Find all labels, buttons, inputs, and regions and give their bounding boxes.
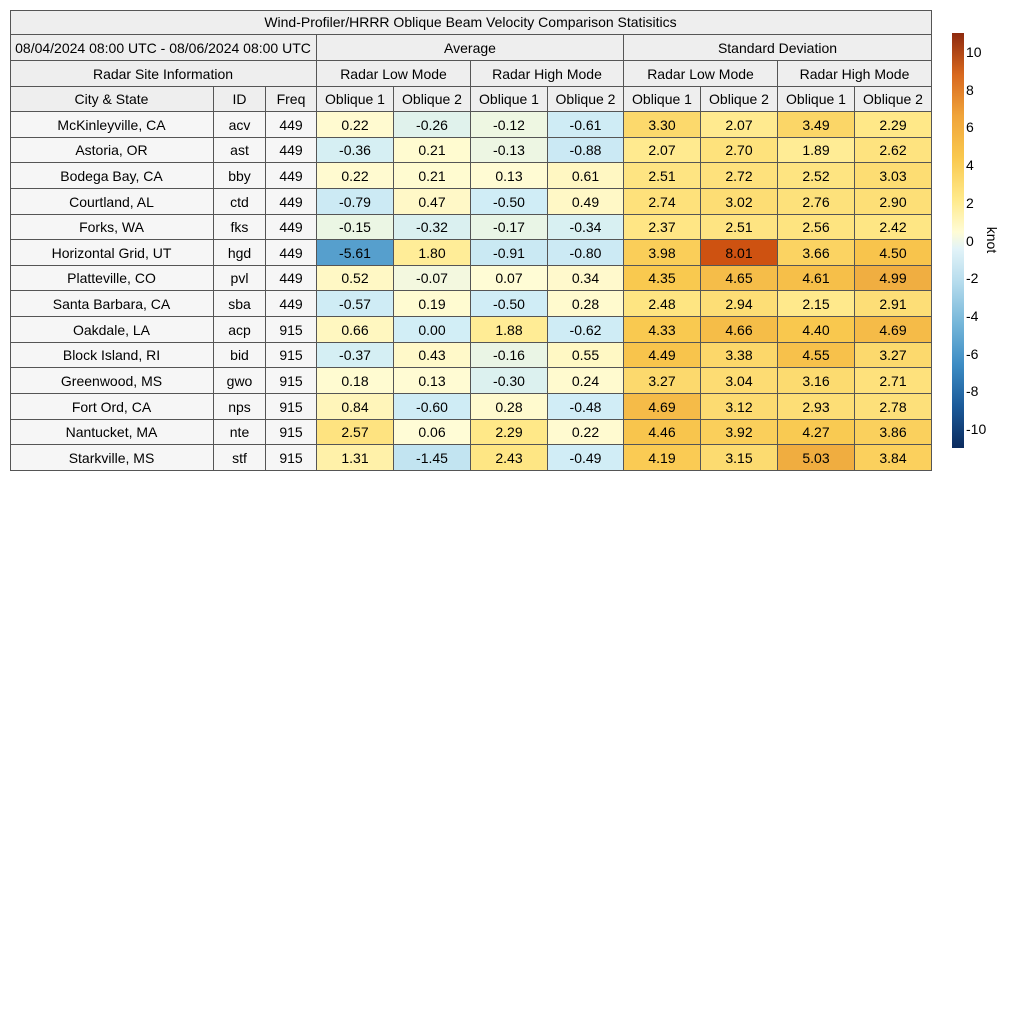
data-cell: 2.07 [624,138,701,163]
mode-header: Radar Low Mode [624,61,778,87]
data-cell: 2.93 [778,394,855,420]
data-cell: 3.12 [701,394,778,420]
colorbar-label: knot [984,226,1000,254]
data-cell: 3.84 [855,445,932,471]
data-cell: -0.88 [548,138,624,163]
date-range: 08/04/2024 08:00 UTC - 08/06/2024 08:00 UTC [10,35,317,61]
data-cell: 2.37 [624,215,701,240]
site-info-header: Radar Site Information [10,61,317,87]
row-id: hgd [214,240,266,266]
data-cell: 0.24 [548,368,624,394]
data-cell: 3.49 [778,112,855,138]
data-cell: 0.21 [394,138,471,163]
data-cell: -0.32 [394,215,471,240]
data-cell: 0.22 [317,112,394,138]
data-cell: 2.56 [778,215,855,240]
colorbar [952,33,964,448]
data-cell: 4.40 [778,317,855,343]
group-header-stddev: Standard Deviation [624,35,932,61]
data-cell: -0.07 [394,266,471,291]
data-cell: 0.22 [317,163,394,189]
row-city: Platteville, CO [10,266,214,291]
data-cell: -0.50 [471,291,548,317]
data-cell: 2.51 [701,215,778,240]
row-city: Nantucket, MA [10,420,214,445]
data-cell: 8.01 [701,240,778,266]
data-cell: 2.07 [701,112,778,138]
colorbar-tick-label: 6 [966,119,974,136]
column-header: ID [214,87,266,112]
row-city: Greenwood, MS [10,368,214,394]
row-id: bby [214,163,266,189]
row-id: acv [214,112,266,138]
column-header: Freq [266,87,317,112]
row-freq: 915 [266,317,317,343]
row-city: Bodega Bay, CA [10,163,214,189]
data-cell: 0.84 [317,394,394,420]
row-id: ast [214,138,266,163]
data-cell: -0.62 [548,317,624,343]
data-cell: -0.60 [394,394,471,420]
data-cell: 2.70 [701,138,778,163]
column-header: Oblique 1 [624,87,701,112]
row-freq: 915 [266,420,317,445]
data-cell: 4.55 [778,343,855,368]
column-header: Oblique 2 [548,87,624,112]
data-cell: 2.91 [855,291,932,317]
data-cell: 0.22 [548,420,624,445]
data-cell: -0.34 [548,215,624,240]
row-city: Santa Barbara, CA [10,291,214,317]
data-cell: 0.52 [317,266,394,291]
column-header: Oblique 2 [855,87,932,112]
data-cell: 0.13 [471,163,548,189]
data-cell: 0.21 [394,163,471,189]
data-cell: -0.26 [394,112,471,138]
data-cell: -0.37 [317,343,394,368]
data-cell: 2.29 [855,112,932,138]
colorbar-tick-label: 8 [966,81,974,98]
row-freq: 449 [266,163,317,189]
data-cell: 0.18 [317,368,394,394]
data-cell: 4.19 [624,445,701,471]
mode-header: Radar High Mode [778,61,932,87]
data-cell: 4.50 [855,240,932,266]
data-cell: -0.49 [548,445,624,471]
data-cell: -0.15 [317,215,394,240]
row-id: stf [214,445,266,471]
data-cell: 3.15 [701,445,778,471]
data-cell: 2.43 [471,445,548,471]
data-cell: 0.49 [548,189,624,215]
data-cell: 4.33 [624,317,701,343]
data-cell: 2.71 [855,368,932,394]
data-cell: 2.74 [624,189,701,215]
data-cell: 3.98 [624,240,701,266]
data-cell: 1.80 [394,240,471,266]
table-title: Wind-Profiler/HRRR Oblique Beam Velocity Comparison Statisitics [10,10,932,35]
row-freq: 449 [266,215,317,240]
colorbar-tick-label: -2 [966,270,979,287]
data-cell: -0.57 [317,291,394,317]
data-cell: -0.80 [548,240,624,266]
data-cell: 2.48 [624,291,701,317]
data-cell: 3.27 [855,343,932,368]
data-cell: 4.65 [701,266,778,291]
data-cell: 2.42 [855,215,932,240]
data-cell: 0.43 [394,343,471,368]
data-cell: 4.69 [624,394,701,420]
data-cell: 2.51 [624,163,701,189]
row-city: Block Island, RI [10,343,214,368]
row-id: gwo [214,368,266,394]
data-cell: 0.28 [471,394,548,420]
row-freq: 449 [266,138,317,163]
data-cell: 4.49 [624,343,701,368]
column-header: Oblique 1 [317,87,394,112]
data-cell: 3.02 [701,189,778,215]
data-cell: -0.36 [317,138,394,163]
data-cell: 4.69 [855,317,932,343]
row-freq: 449 [266,240,317,266]
data-cell: 4.27 [778,420,855,445]
data-cell: -1.45 [394,445,471,471]
data-cell: 0.28 [548,291,624,317]
column-header: Oblique 1 [471,87,548,112]
row-id: acp [214,317,266,343]
data-cell: 0.06 [394,420,471,445]
data-cell: 2.76 [778,189,855,215]
colorbar-tick-label: 2 [966,194,974,211]
row-city: Courtland, AL [10,189,214,215]
data-cell: -0.13 [471,138,548,163]
row-id: nps [214,394,266,420]
data-cell: 3.38 [701,343,778,368]
row-freq: 915 [266,394,317,420]
row-id: bid [214,343,266,368]
column-header: Oblique 2 [394,87,471,112]
data-cell: 4.46 [624,420,701,445]
data-cell: 2.94 [701,291,778,317]
row-city: Horizontal Grid, UT [10,240,214,266]
row-freq: 915 [266,368,317,394]
data-cell: 2.72 [701,163,778,189]
column-header: Oblique 2 [701,87,778,112]
data-cell: 2.90 [855,189,932,215]
colorbar-tick-label: -8 [966,383,979,400]
data-cell: -0.30 [471,368,548,394]
data-cell: 3.86 [855,420,932,445]
data-cell: 4.35 [624,266,701,291]
row-freq: 449 [266,266,317,291]
data-cell: 2.78 [855,394,932,420]
row-city: Astoria, OR [10,138,214,163]
data-cell: -0.61 [548,112,624,138]
colorbar-tick-label: 4 [966,157,974,174]
data-cell: 0.66 [317,317,394,343]
data-cell: 3.16 [778,368,855,394]
data-cell: 3.30 [624,112,701,138]
data-cell: 4.61 [778,266,855,291]
row-id: pvl [214,266,266,291]
data-cell: 4.66 [701,317,778,343]
colorbar-tick-label: -10 [966,421,987,438]
data-cell: 1.31 [317,445,394,471]
group-header-average: Average [317,35,624,61]
data-cell: -0.79 [317,189,394,215]
row-freq: 915 [266,343,317,368]
data-cell: 1.88 [471,317,548,343]
row-city: McKinleyville, CA [10,112,214,138]
row-freq: 449 [266,112,317,138]
data-cell: -0.48 [548,394,624,420]
data-cell: -0.16 [471,343,548,368]
row-freq: 915 [266,445,317,471]
data-cell: 0.47 [394,189,471,215]
colorbar-tick-label: 10 [966,43,982,60]
colorbar-tick-label: -4 [966,307,979,324]
data-cell: 0.34 [548,266,624,291]
row-freq: 449 [266,189,317,215]
data-cell: 3.66 [778,240,855,266]
data-cell: 2.15 [778,291,855,317]
row-id: fks [214,215,266,240]
data-cell: 2.29 [471,420,548,445]
row-id: sba [214,291,266,317]
column-header: City & State [10,87,214,112]
data-cell: 0.07 [471,266,548,291]
comparison-table [10,10,932,471]
data-cell: -0.17 [471,215,548,240]
mode-header: Radar High Mode [471,61,624,87]
data-cell: 0.55 [548,343,624,368]
row-id: ctd [214,189,266,215]
data-cell: 0.00 [394,317,471,343]
data-cell: 3.04 [701,368,778,394]
data-cell: 3.27 [624,368,701,394]
colorbar-tick-label: 0 [966,232,974,249]
data-cell: 4.99 [855,266,932,291]
data-cell: 1.89 [778,138,855,163]
data-cell: -0.50 [471,189,548,215]
data-cell: -5.61 [317,240,394,266]
column-header: Oblique 1 [778,87,855,112]
data-cell: -0.12 [471,112,548,138]
row-city: Oakdale, LA [10,317,214,343]
data-cell: 3.03 [855,163,932,189]
data-cell: 0.13 [394,368,471,394]
data-cell: 2.57 [317,420,394,445]
row-city: Forks, WA [10,215,214,240]
colorbar-tick-label: -6 [966,345,979,362]
row-city: Fort Ord, CA [10,394,214,420]
mode-header: Radar Low Mode [317,61,471,87]
data-cell: 2.52 [778,163,855,189]
row-id: nte [214,420,266,445]
row-city: Starkville, MS [10,445,214,471]
data-cell: 0.61 [548,163,624,189]
data-cell: 0.19 [394,291,471,317]
data-cell: -0.91 [471,240,548,266]
data-cell: 5.03 [778,445,855,471]
data-cell: 2.62 [855,138,932,163]
row-freq: 449 [266,291,317,317]
data-cell: 3.92 [701,420,778,445]
